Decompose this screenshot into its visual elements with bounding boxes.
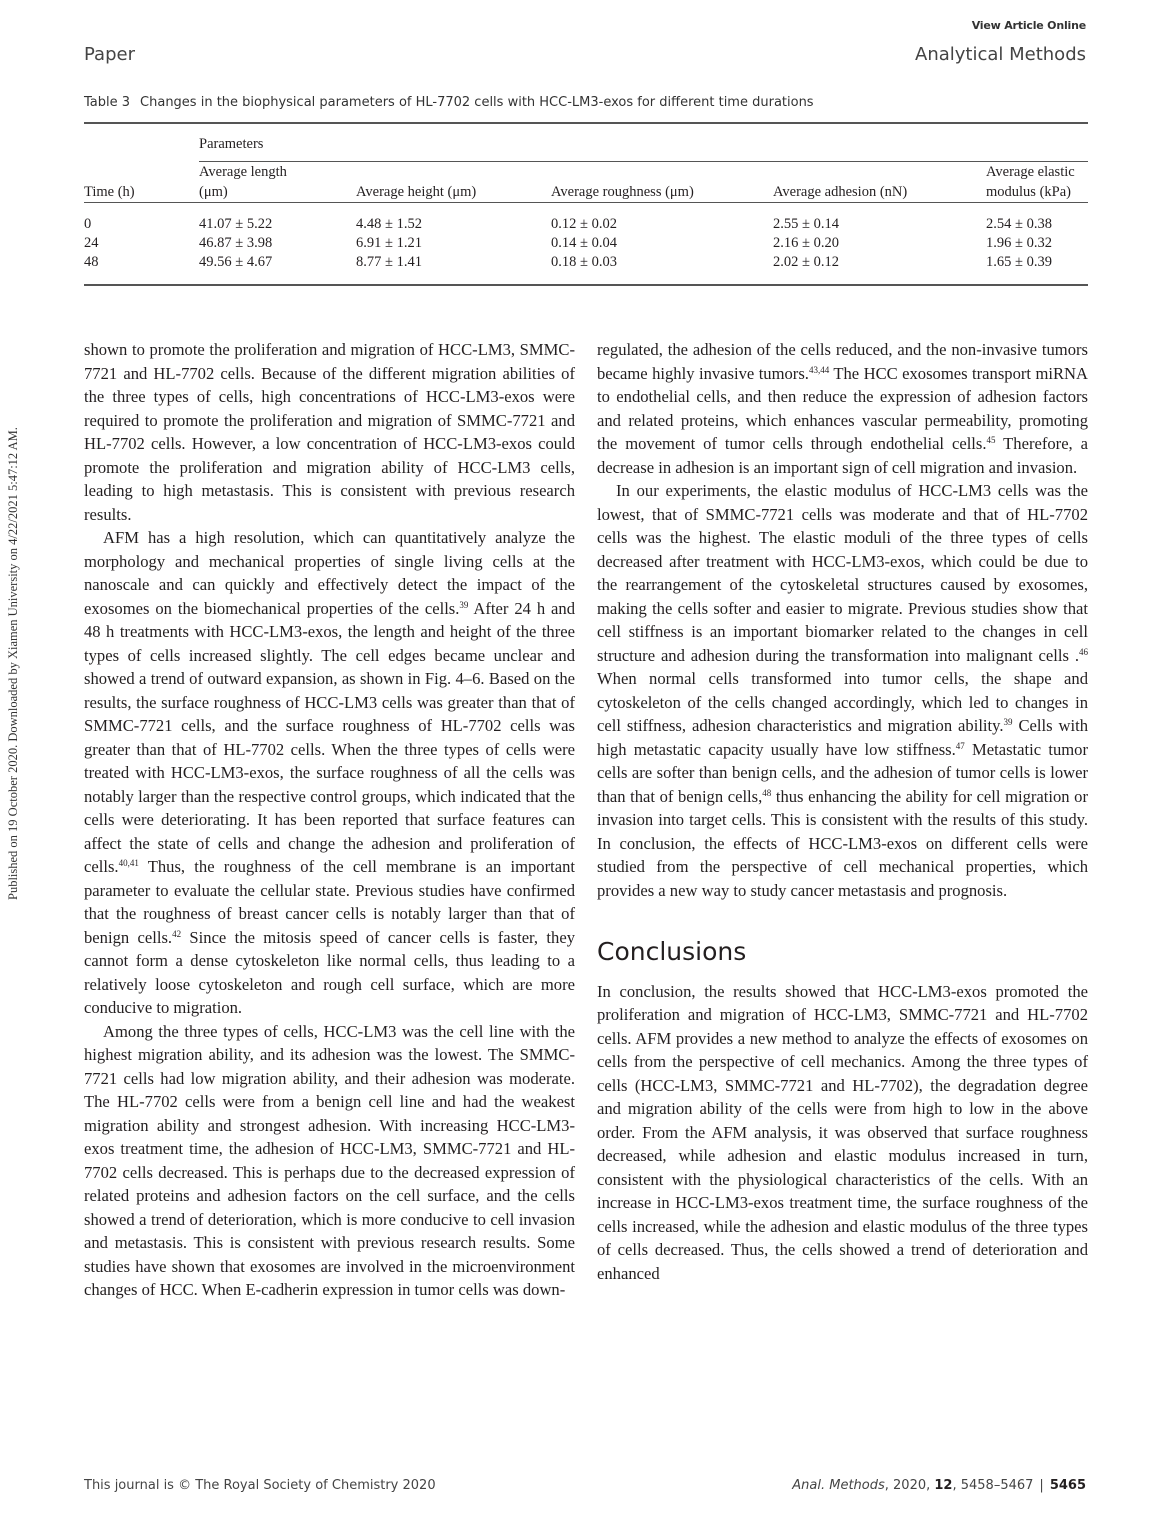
view-article-online-link[interactable]: View Article Online xyxy=(971,19,1086,32)
cell-height: 8.77 ± 1.41 xyxy=(356,253,422,270)
footer-separator: | xyxy=(1039,1478,1044,1493)
footer-journal-abbrev: Anal. Methods xyxy=(792,1478,885,1493)
cell-height: 4.48 ± 1.52 xyxy=(356,215,422,232)
table-group-header: Parameters xyxy=(199,135,264,152)
page-number: 5465 xyxy=(1049,1478,1086,1493)
citation-link[interactable]: 48 xyxy=(762,787,772,798)
cell-elastic-modulus: 1.65 ± 0.39 xyxy=(986,253,1052,270)
cell-roughness: 0.14 ± 0.04 xyxy=(551,234,617,251)
table-label: Table 3 xyxy=(84,95,131,110)
section-heading-conclusions: Conclusions xyxy=(597,937,747,966)
body-column-right xyxy=(597,338,1088,1285)
table-row xyxy=(84,253,1088,272)
running-header-journal: Analytical Methods xyxy=(915,44,1086,65)
cell-adhesion: 2.02 ± 0.12 xyxy=(773,253,839,270)
cell-height: 6.91 ± 1.21 xyxy=(356,234,422,251)
citation-link[interactable]: 39 xyxy=(1003,717,1013,727)
data-table xyxy=(84,122,1088,286)
citation-link[interactable]: 45 xyxy=(986,435,996,445)
table-row xyxy=(84,215,1088,234)
table-row xyxy=(84,234,1088,253)
table-caption-text: Changes in the biophysical parameters of HL-7702 cells with HCC-LM3-exos for different time durations xyxy=(140,95,814,110)
footer-copyright: This journal is © The Royal Society of Chemistry 2020 xyxy=(84,1478,436,1493)
footer-citation: Anal. Methods, 2020, 12, 5458–5467 | 5465 xyxy=(792,1478,1086,1493)
cell-time: 0 xyxy=(84,215,92,232)
paragraph: In our experiments, the elastic modulus of HCC-LM3 cells was the lowest, that of SMMC-7721 cells was moderate and that of HL-7702 cells was the highest. The elastic moduli of the three types of cells decreased after treatment with HCC-LM3-exos, which could be due to the rearrangement of the cytoskeletal structures caused by exosomes, making the cells softer and easier to migrate. Previous studies show that cell stiffness is an important biomarker related to the changes in cell structure and adhesion during the transformation into malignant cells .$^{46}$ When normal cells transformed into tumor cells, the shape and cytoskeleton of the cells changed accordingly, which led to changes in cell stiffness, adhesion characteristics and migration ability.$^{39}$ Cells with high metastatic capacity usually have low stiffness.$^{47}$ Metastatic tumor cells are softer than benign cells, and the adhesion of tumor cells is lower than that of benign cells,$^{48}$ thus enhancing the ability for cell migration or invasion into target cells. This is consistent with the results of this study. In conclusion, the effects of HCC-LM3-exos on different cells were studied from the perspective of cell mechanical properties, which provides a new way to study cancer metastasis and prognosis. xyxy=(597,481,1088,900)
cell-roughness: 0.18 ± 0.03 xyxy=(551,253,617,270)
citation-link[interactable]: 39 xyxy=(459,599,469,610)
paragraph: shown to promote the proliferation and migration of HCC-LM3, SMMC-7721 and HL-7702 cells. Because of the different migration abilities of the three types of cells, high concentrations of HCC-LM3-exos were required to promote the proliferation and migration of SMMC-7721 and HL-7702 cells. However, a low concentration of HCC-LM3-exos could promote the proliferation and migration ability of HCC-LM3 cells, leading to high metastasis. This is consistent with previous research results. xyxy=(84,340,575,524)
citation-link[interactable]: 42 xyxy=(172,928,182,939)
column-header-length: Average length (μm) xyxy=(199,163,287,200)
column-header-elastic-modulus: Average elastic modulus (kPa) xyxy=(986,163,1075,200)
cell-elastic-modulus: 2.54 ± 0.38 xyxy=(986,215,1052,232)
table-header-row xyxy=(84,162,1088,202)
paragraph: In conclusion, the results showed that HCC-LM3-exos promoted the proliferation and migration of HCC-LM3, SMMC-7721 and HL-7702 cells. AFM provides a new method to analyze the effects of exosomes on cells from the perspective of cell mechanics. Among the three types of cells (HCC-LM3, SMMC-7721 and HL-7702), the degradation degree and migration ability of the cells were from high to low in the above order. From the AFM analysis, it was observed that surface roughness decreased, while adhesion and elastic modulus increased in turn, consistent with the physiological characteristics of the cells. With an increase in HCC-LM3-exos treatment time, the surface roughness of the cells increased, while the adhesion and elastic modulus of the three types of cells decreased. Thus, the cells showed a trend of deterioration and enhanced xyxy=(597,981,1088,1283)
cell-time: 48 xyxy=(84,253,99,270)
cell-length: 41.07 ± 5.22 xyxy=(199,215,273,232)
citation-link[interactable]: 47 xyxy=(955,740,965,751)
publication-margin-note: Published on 19 October 2020. Downloaded by Xiamen University on 4/22/2021 5:47:12 AM. xyxy=(6,427,20,900)
paragraph: AFM has a high resolution, which can quantitatively analyze the morphology and mechanical properties of single living cells at the nanoscale and can quickly and effectively detect the impact of the exosomes on the biomechanical properties of the cells.$^{39}$ After 24 h and 48 h treatments with HCC-LM3-exos, the length and height of the three types of cells increased slightly. The cell edges became unclear and showed a trend of outward expansion, as shown in Fig. 4–6. Based on the results, the surface roughness of HCC-LM3 cells was greater than that of SMMC-7721 cells, and the surface roughness of HL-7702 cells was greater than that of HL-7702 cells. When the three types of cells were treated with HCC-LM3-exos, the surface roughness of all the cells was notably larger than the respective control groups, which indicated that the cells were deteriorating. It has been reported that surface features can affect the state of cells and change the adhesion and proliferation of cells.$^{40,41}$ Thus, the roughness of the cell membrane is an important parameter to evaluate the cellular state. Previous studies have confirmed that the roughness of breast cancer cells is notably larger than that of benign cells.$^{42}$ Since the mitosis speed of cancer cells is faster, they cannot form a dense cytoskeleton like normal cells, thus leading to a relatively loose cytoskeleton and rough cell surface, which are more conducive to migration. xyxy=(84,528,575,1017)
table-bottom-rule xyxy=(84,284,1088,286)
citation-link[interactable]: 40,41 xyxy=(118,858,139,868)
cell-time: 24 xyxy=(84,234,99,251)
cell-roughness: 0.12 ± 0.02 xyxy=(551,215,617,232)
cell-length: 46.87 ± 3.98 xyxy=(199,234,273,251)
cell-adhesion: 2.55 ± 0.14 xyxy=(773,215,839,232)
column-header-roughness: Average roughness (μm) xyxy=(551,183,694,200)
column-header-height: Average height (μm) xyxy=(356,183,477,200)
cell-elastic-modulus: 1.96 ± 0.32 xyxy=(986,234,1052,251)
running-header-section: Paper xyxy=(84,44,135,65)
body-column-left xyxy=(84,338,575,1302)
paragraph: regulated, the adhesion of the cells reduced, and the non-invasive tumors became highly invasive tumors.$^{43,44}$ The HCC exosomes transport miRNA to endothelial cells, and then reduce the expression of adhesion factors and related proteins, which enhances vascular permeability, promoting the movement of tumor cells through endothelial cells.$^{45}$ Therefore, a decrease in adhesion is an important sign of cell migration and invasion. xyxy=(597,340,1089,477)
footer-volume: 12 xyxy=(934,1478,953,1493)
column-header-time: Time (h) xyxy=(84,183,135,200)
cell-adhesion: 2.16 ± 0.20 xyxy=(773,234,839,251)
paragraph: Among the three types of cells, HCC-LM3 was the cell line with the highest migration ability, and its adhesion was the lowest. The SMMC-7721 cells had low migration ability, and their adhesion was moderate. The HL-7702 cells were from a benign cell line and had the weakest migration ability and strongest adhesion. With increasing HCC-LM3-exos treatment time, the adhesion of HCC-LM3, SMMC-7721 and HL-7702 cells decreased. This is perhaps due to the decreased expression of related proteins and adhesion factors on the cell surface, and the cells showed a trend of deterioration, which is more conducive to cell invasion and metastasis. This is consistent with previous research results. Some studies have shown that exosomes are involved in the microenvironment changes of HCC. When E-cadherin expression in tumor cells was down- xyxy=(84,1021,575,1299)
table-caption xyxy=(84,95,814,110)
column-header-adhesion: Average adhesion (nN) xyxy=(773,183,908,200)
citation-link[interactable]: 43,44 xyxy=(808,364,830,375)
citation-link[interactable]: 46 xyxy=(1079,646,1088,657)
cell-length: 49.56 ± 4.67 xyxy=(199,253,273,270)
